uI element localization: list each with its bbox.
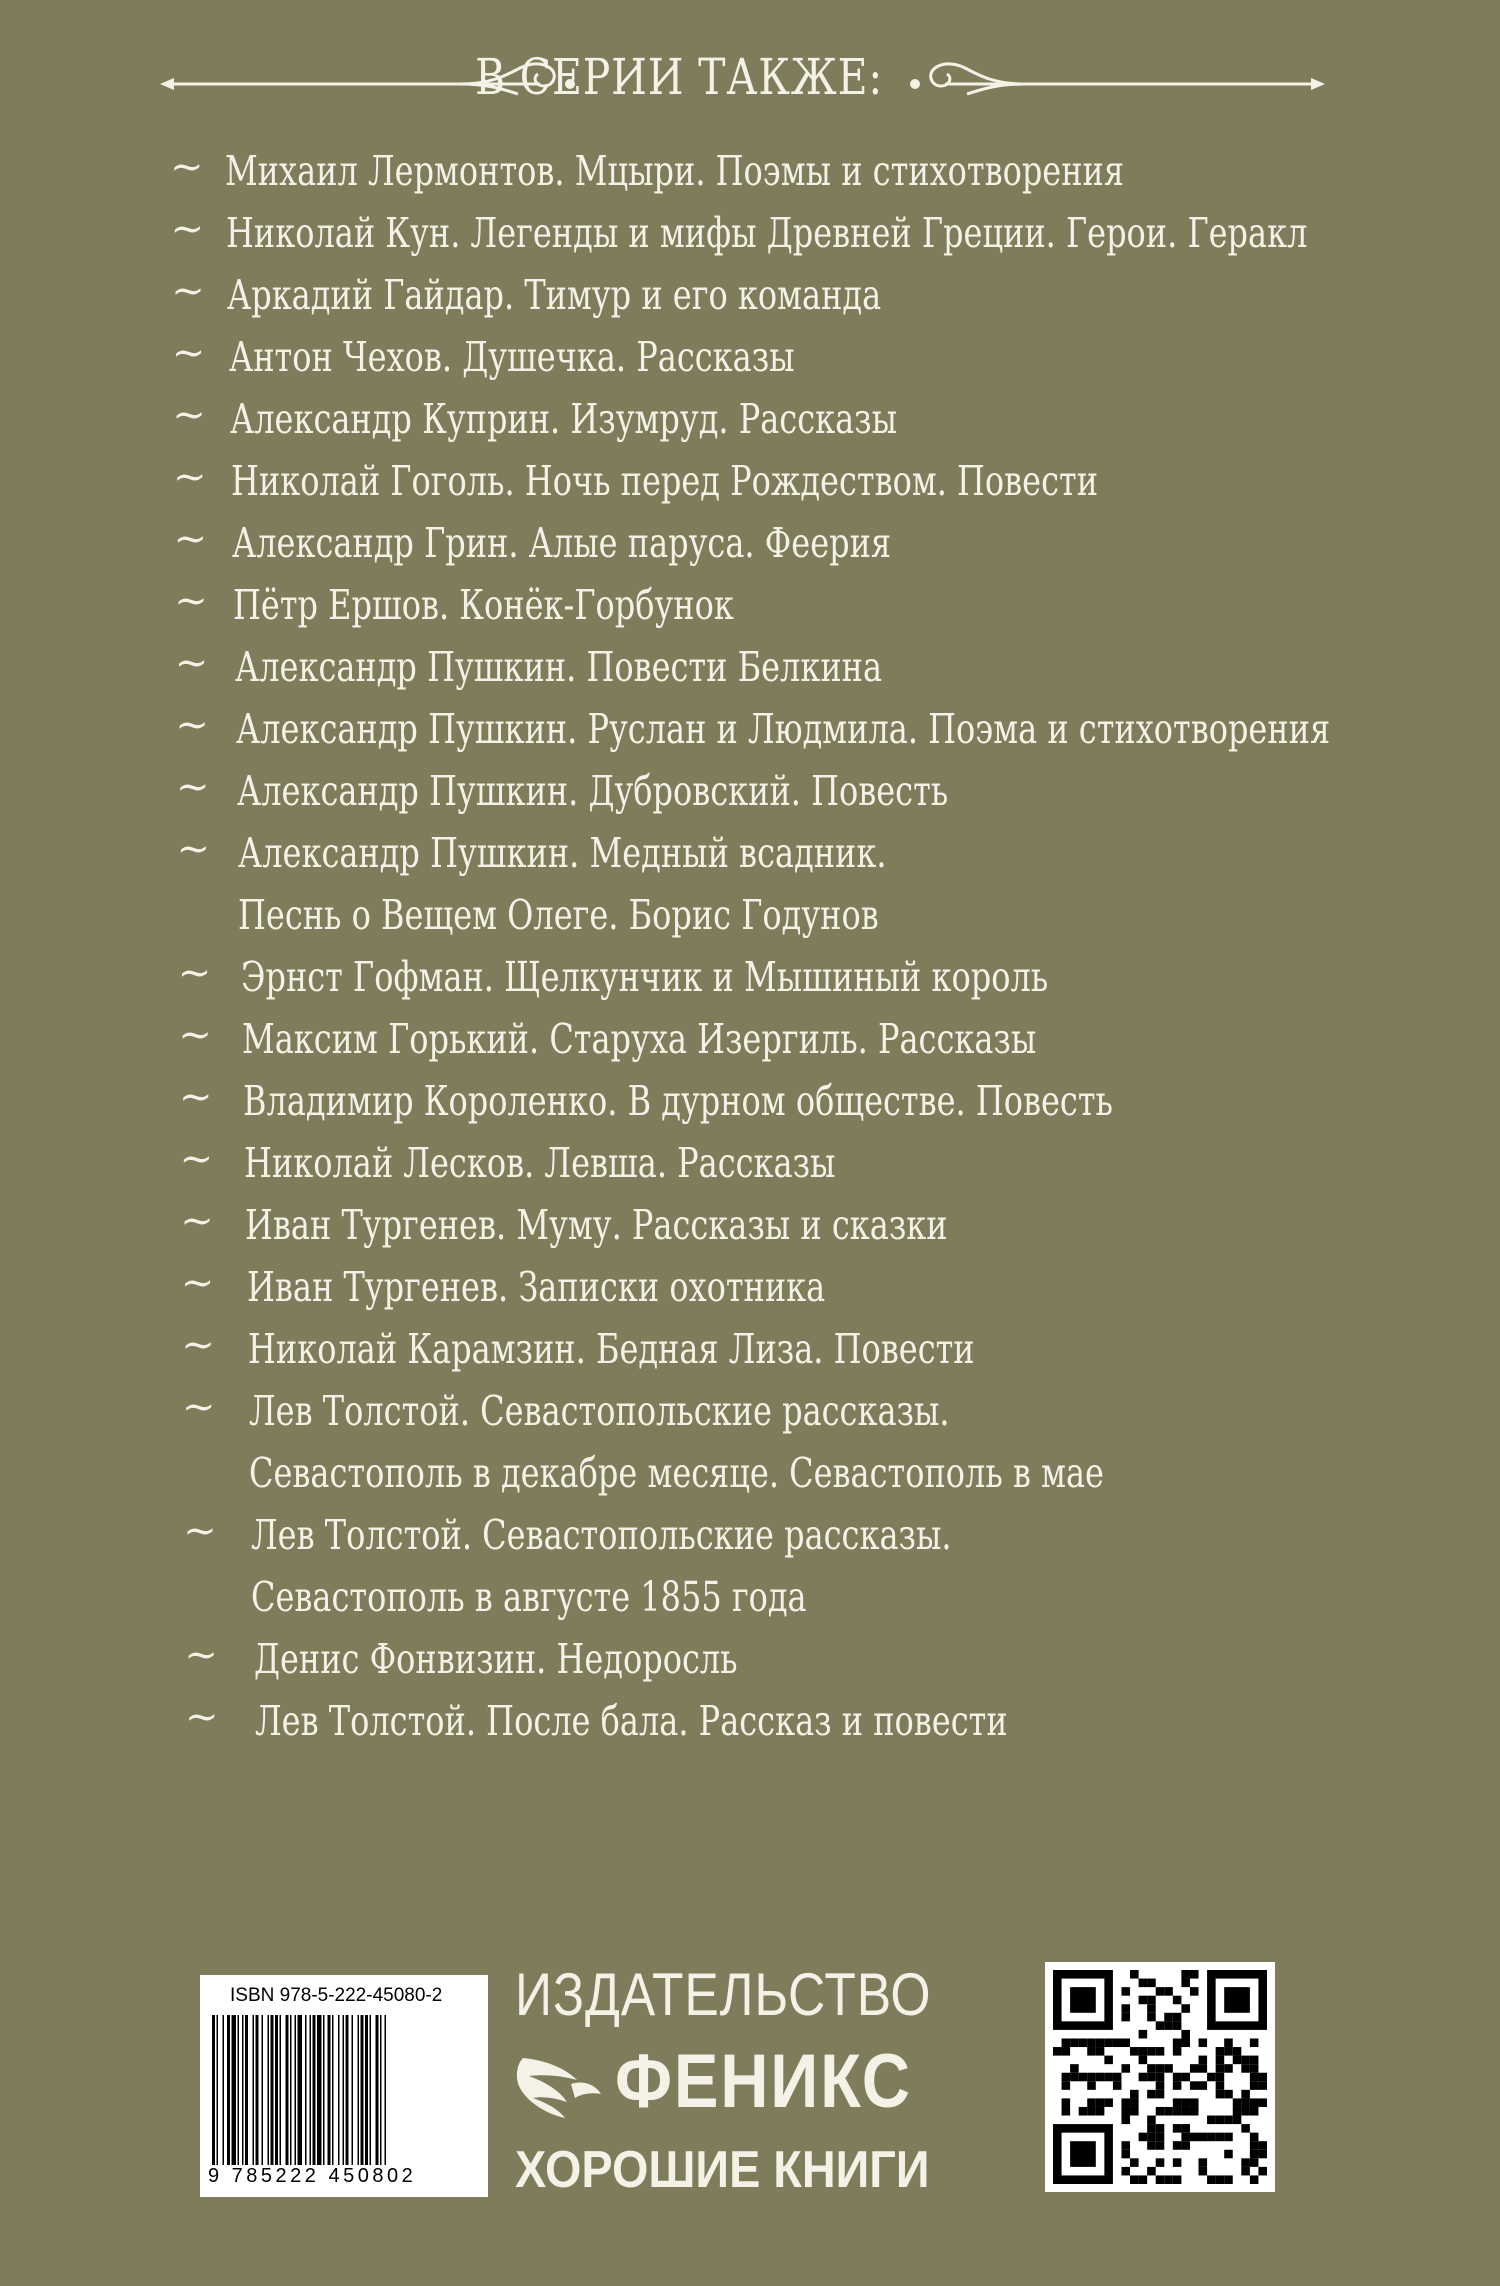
bullet-tilde: ~ <box>170 206 205 252</box>
bullet-tilde: ~ <box>170 144 204 190</box>
qr-code-icon <box>1053 1970 1267 2184</box>
book-item <box>0 1132 1500 1194</box>
bullet-tilde: ~ <box>175 702 209 748</box>
book-title <box>231 450 1098 512</box>
book-title <box>238 822 887 946</box>
book-title <box>233 574 734 636</box>
bullet-tilde: ~ <box>181 1322 215 1368</box>
book-title <box>236 698 1330 760</box>
bullet-tilde: ~ <box>184 1632 218 1678</box>
bullet-tilde: ~ <box>174 640 209 686</box>
book-title-line: Владимир Короленко. В дурном обществе. Повесть <box>243 1077 1113 1125</box>
bullet-tilde: ~ <box>171 268 205 314</box>
book-title <box>251 1504 952 1628</box>
barcode-bars-icon <box>208 2015 480 2165</box>
book-item <box>0 1504 1500 1628</box>
book-title <box>237 760 948 822</box>
book-title-line: Иван Тургенев. Муму. Рассказы и сказки <box>245 1201 948 1249</box>
bullet-tilde: ~ <box>179 1074 213 1120</box>
book-title-line: Иван Тургенев. Записки охотника <box>246 1263 825 1311</box>
bullet-tilde: ~ <box>172 392 206 438</box>
book-item <box>0 450 1500 512</box>
book-title-line: Александр Пушкин. Руслан и Людмила. Поэма и стихотворения <box>235 705 1330 753</box>
bullet-tilde: ~ <box>185 1694 219 1740</box>
barcode <box>200 1975 488 2197</box>
book-title <box>242 1008 1036 1070</box>
book-title-line: Антон Чехов. Душечка. Рассказы <box>228 333 795 381</box>
book-item <box>0 1628 1500 1690</box>
bullet-tilde: ~ <box>180 1198 214 1244</box>
bullet-tilde: ~ <box>173 454 207 500</box>
book-title-line: Лев Толстой. Севастопольские рассказы. <box>251 1511 952 1559</box>
book-title <box>227 264 881 326</box>
qr-code <box>1045 1962 1275 2192</box>
publisher-name: ФЕНИКС <box>615 2039 912 2124</box>
bullet-tilde: ~ <box>183 1508 217 1554</box>
publisher-block <box>515 1960 1020 2200</box>
book-title-line: Александр Пушкин. Повести Белкина <box>234 643 882 691</box>
book-title-line: Пётр Ершов. Конёк-Горбунок <box>233 581 735 629</box>
book-title-line: Николай Карамзин. Бедная Лиза. Повести <box>247 1325 975 1373</box>
book-title-line: Аркадий Гайдар. Тимур и его команда <box>227 271 882 319</box>
phoenix-logo-icon <box>515 2050 605 2120</box>
book-item <box>0 326 1500 388</box>
book-item <box>0 636 1500 698</box>
bullet-tilde: ~ <box>173 516 208 562</box>
book-title-line: Михаил Лермонтов. Мцыри. Поэмы и стихотворения <box>225 147 1125 195</box>
book-item <box>0 760 1500 822</box>
book-title <box>249 1380 1104 1504</box>
book-title-line: Лев Толстой. После бала. Рассказ и повести <box>255 1697 1008 1745</box>
book-list <box>0 140 1500 1752</box>
book-item <box>0 1256 1500 1318</box>
book-item <box>0 512 1500 574</box>
bullet-tilde: ~ <box>177 950 212 996</box>
book-title <box>248 1318 975 1380</box>
book-title-line: Александр Пушкин. Дубровский. Повесть <box>237 767 949 815</box>
book-title-line: Лев Толстой. Севастопольские рассказы. <box>249 1387 950 1435</box>
bullet-tilde: ~ <box>179 1136 214 1182</box>
book-title-line: Максим Горький. Старуха Изергиль. Рассказы <box>241 1015 1037 1063</box>
book-item <box>0 140 1500 202</box>
book-item <box>0 1194 1500 1256</box>
book-item <box>0 1008 1500 1070</box>
isbn-label: ISBN 978-5-222-45080-2 <box>230 1985 443 2006</box>
book-title <box>235 636 882 698</box>
book-title-line: Денис Фонвизин. Недоросль <box>253 1635 738 1683</box>
heading-text: В СЕРИИ ТАКЖЕ: <box>475 48 884 106</box>
series-heading <box>0 38 1500 128</box>
book-title-line: Песнь о Вещем Олеге. Борис Годунов <box>238 891 879 939</box>
barcode-digits: 9 785222 450802 <box>208 2165 417 2187</box>
bullet-tilde: ~ <box>176 764 210 810</box>
bullet-tilde: ~ <box>176 826 211 872</box>
bullet-tilde: ~ <box>171 330 206 376</box>
book-item <box>0 202 1500 264</box>
book-title <box>230 388 897 450</box>
book-item <box>0 388 1500 450</box>
book-title <box>243 1070 1113 1132</box>
bullet-tilde: ~ <box>180 1260 215 1306</box>
book-title <box>255 1690 1008 1752</box>
book-item <box>0 946 1500 1008</box>
bullet-tilde: ~ <box>178 1012 212 1058</box>
flourish-right-icon <box>895 58 1325 98</box>
publisher-slogan: ХОРОШИЕ КНИГИ <box>515 2141 930 2199</box>
bullet-tilde: ~ <box>182 1384 216 1430</box>
book-item <box>0 1690 1500 1752</box>
book-title <box>254 1628 738 1690</box>
book-title <box>226 202 1307 264</box>
book-title <box>245 1194 948 1256</box>
book-item <box>0 264 1500 326</box>
book-title-line: Эрнст Гофман. Щелкунчик и Мышиный король <box>240 953 1048 1001</box>
book-title-line: Севастополь в августе 1855 года <box>251 1573 808 1621</box>
book-item <box>0 1380 1500 1504</box>
book-title-line: Александр Куприн. Изумруд. Рассказы <box>229 395 897 443</box>
book-item <box>0 822 1500 946</box>
book-title-line: Николай Лесков. Левша. Рассказы <box>244 1139 836 1187</box>
book-title-line: Александр Пушкин. Медный всадник. <box>238 829 887 877</box>
book-title-line: Александр Грин. Алые паруса. Феерия <box>232 519 892 567</box>
publisher-top-line: ИЗДАТЕЛЬСТВО <box>515 1961 932 2028</box>
book-title-line: Николай Гоголь. Ночь перед Рождеством. Повести <box>231 457 1099 505</box>
book-item <box>0 698 1500 760</box>
book-title <box>247 1256 825 1318</box>
book-title <box>232 512 891 574</box>
book-title-line: Севастополь в декабре месяце. Севастополь в мае <box>249 1449 1104 1497</box>
bullet-tilde: ~ <box>174 578 208 624</box>
book-title <box>229 326 795 388</box>
book-item <box>0 1070 1500 1132</box>
book-item <box>0 574 1500 636</box>
book-title <box>225 140 1124 202</box>
book-title-line: Николай Кун. Легенды и мифы Древней Греции. Герои. Геракл <box>226 209 1308 257</box>
book-title <box>241 946 1048 1008</box>
book-title <box>244 1132 836 1194</box>
book-item <box>0 1318 1500 1380</box>
